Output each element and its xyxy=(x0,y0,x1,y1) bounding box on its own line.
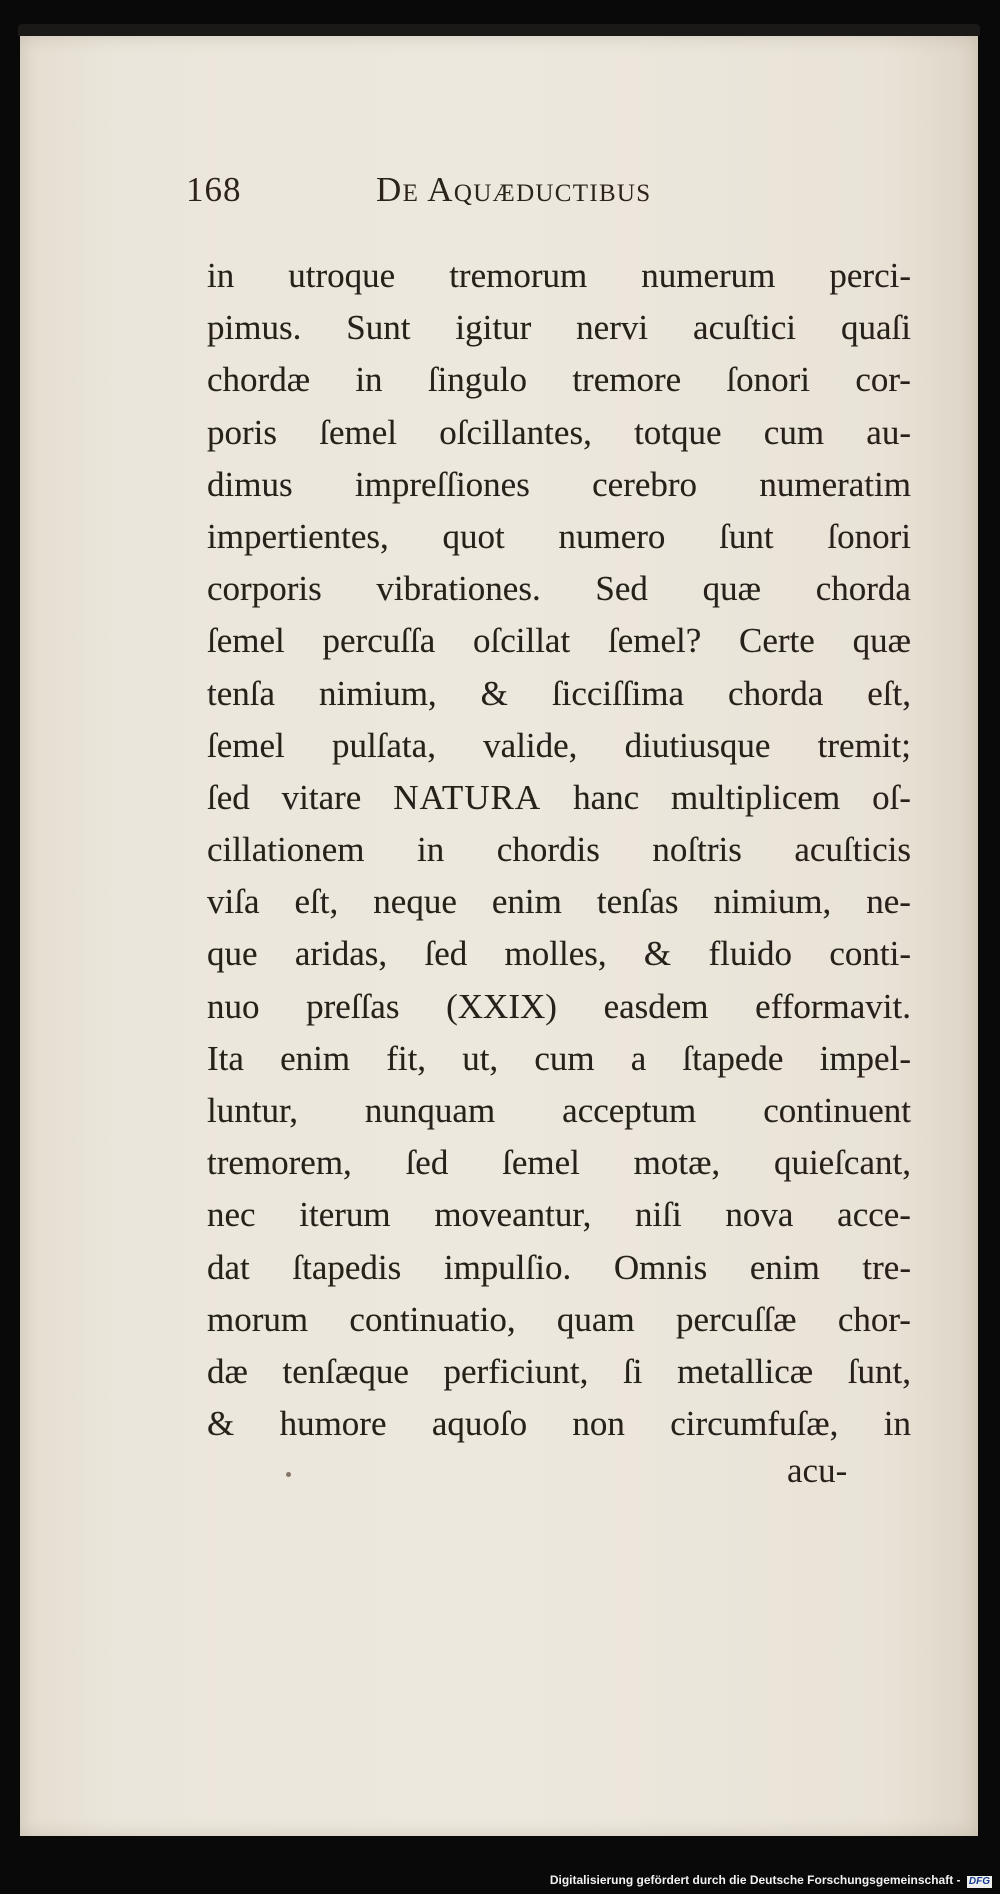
text-word: ſingulo xyxy=(427,360,528,400)
text-word: fit, xyxy=(386,1038,427,1078)
text-word: cor- xyxy=(855,360,911,400)
text-word: nova xyxy=(725,1195,794,1235)
text-word: ne- xyxy=(866,882,911,922)
text-word: corporis xyxy=(207,569,322,609)
text-line xyxy=(207,824,911,876)
text-word: vitare xyxy=(281,777,362,817)
text-word: quæ xyxy=(702,569,761,609)
text-word: que xyxy=(207,934,258,974)
text-word: enim xyxy=(491,882,562,922)
text-word: a xyxy=(630,1038,647,1078)
text-word: chordæ xyxy=(207,360,311,400)
text-word: acuſtici xyxy=(693,308,797,348)
text-word: easdem xyxy=(603,986,709,1026)
text-word: ſtapede xyxy=(682,1038,784,1078)
text-word: Omnis xyxy=(613,1247,708,1287)
text-word: ſonori xyxy=(726,360,811,400)
text-line xyxy=(207,615,911,667)
text-word: numeratim xyxy=(759,464,911,504)
text-word: quaſi xyxy=(840,308,911,348)
text-word: igitur xyxy=(455,308,532,348)
text-word: iterum xyxy=(299,1195,391,1235)
text-line xyxy=(207,876,911,928)
text-word: chor- xyxy=(837,1299,911,1339)
print-mark xyxy=(286,1472,291,1477)
text-word: ſunt, xyxy=(847,1351,911,1391)
text-word: cum xyxy=(534,1038,595,1078)
text-word: dat xyxy=(207,1247,250,1287)
text-line xyxy=(207,302,911,354)
text-word: eſt, xyxy=(294,882,339,922)
text-word: au- xyxy=(866,412,911,452)
text-word: numerum xyxy=(641,256,776,295)
text-word: ſemel xyxy=(319,412,397,452)
text-word: vibrationes. xyxy=(376,569,541,609)
text-word: in xyxy=(355,360,383,400)
text-line xyxy=(207,354,911,406)
text-word: & xyxy=(643,934,672,974)
text-word: multiplicem xyxy=(671,777,841,817)
page-header xyxy=(186,170,746,218)
text-word: chorda xyxy=(815,569,911,609)
text-word: conti- xyxy=(829,934,911,974)
text-word: continuent xyxy=(763,1091,911,1130)
text-word: nimium, xyxy=(319,673,437,713)
text-word: numero xyxy=(558,516,666,556)
text-line xyxy=(207,1085,911,1137)
text-word: perficiunt, xyxy=(443,1351,589,1391)
text-word: acuſticis xyxy=(794,830,911,870)
text-word: acceptum xyxy=(562,1091,697,1130)
text-word: nimium, xyxy=(713,882,832,922)
text-word: humore xyxy=(279,1404,387,1444)
text-word: percuſſæ xyxy=(675,1299,797,1339)
text-word: percuſſa xyxy=(322,621,436,661)
text-word: ſed xyxy=(424,934,468,974)
text-word: ſi xyxy=(622,1351,643,1391)
text-word: non xyxy=(572,1404,625,1444)
text-word: acce- xyxy=(837,1195,911,1235)
text-word: ſed xyxy=(207,777,250,817)
text-word: aridas, xyxy=(294,934,388,974)
text-word: in xyxy=(207,256,235,295)
text-word: impulſio. xyxy=(443,1247,572,1287)
text-word: morum xyxy=(207,1299,309,1339)
text-word: quot xyxy=(442,516,505,556)
text-word: chorda xyxy=(728,673,824,713)
text-word: viſa xyxy=(207,882,260,922)
text-line xyxy=(207,459,911,511)
text-word: cum xyxy=(763,412,825,452)
text-word: circumfuſæ, xyxy=(670,1404,839,1444)
text-word: tremorem, xyxy=(207,1143,352,1183)
text-word: ut, xyxy=(462,1038,499,1078)
text-word: nuo xyxy=(207,986,260,1026)
catchword: acu- xyxy=(787,1451,848,1490)
text-word: & xyxy=(207,1404,235,1444)
page-edge xyxy=(18,24,980,36)
dfg-logo: DFG xyxy=(968,1876,990,1887)
text-line xyxy=(207,250,911,302)
text-word: tremit; xyxy=(817,725,911,765)
text-word: efformavit. xyxy=(755,986,911,1026)
text-line xyxy=(207,1398,911,1450)
text-word: tenſæque xyxy=(282,1351,409,1391)
text-word: diutiusque xyxy=(624,725,771,765)
text-word: dimus xyxy=(207,464,293,504)
text-word: ſicciſſima xyxy=(551,673,685,713)
text-line xyxy=(207,1242,911,1294)
text-word: noſtris xyxy=(652,830,742,870)
text-word: Sunt xyxy=(346,308,411,348)
text-word: ſemel xyxy=(207,621,285,661)
text-word: tenſa xyxy=(207,673,276,713)
text-word: Ita xyxy=(207,1038,244,1078)
text-word: oſcillantes, xyxy=(439,412,592,452)
text-word: pulſata, xyxy=(331,725,436,765)
text-word: cerebro xyxy=(592,464,698,504)
text-line xyxy=(207,981,911,1033)
text-word: (XXIX) xyxy=(446,986,557,1026)
text-word: cillationem xyxy=(207,830,365,870)
text-word: Sed xyxy=(595,569,648,609)
text-word: poris xyxy=(207,412,277,452)
text-word: luntur, xyxy=(207,1091,298,1130)
text-word: continuatio, xyxy=(349,1299,516,1339)
text-line xyxy=(207,1346,911,1398)
text-word: NATURA xyxy=(393,777,542,817)
text-word: impreſſiones xyxy=(354,464,530,504)
text-word: totque xyxy=(634,412,722,452)
text-word: aquoſo xyxy=(431,1404,528,1444)
text-word: neque xyxy=(373,882,457,922)
text-word: ſemel xyxy=(207,725,285,765)
body-text xyxy=(207,250,911,1450)
text-word: impertientes, xyxy=(207,516,389,556)
text-word: hanc xyxy=(573,777,640,817)
credit-text: Digitalisierung gefördert durch die Deutsche Forschungsgemeinschaft - xyxy=(549,1873,961,1887)
text-word: fluido xyxy=(708,934,793,974)
text-word: dæ xyxy=(207,1351,248,1391)
text-word: oſ- xyxy=(872,777,911,817)
text-word: chordis xyxy=(496,830,600,870)
text-word: perci- xyxy=(829,256,911,295)
text-word: enim xyxy=(749,1247,820,1287)
text-line xyxy=(207,668,911,720)
digitization-credit xyxy=(550,1873,992,1888)
text-line xyxy=(207,1137,911,1189)
text-word: Certe xyxy=(739,621,815,661)
text-word: oſcillat xyxy=(473,621,571,661)
text-word: tremore xyxy=(572,360,682,400)
text-line xyxy=(207,1294,911,1346)
text-word: tenſas xyxy=(596,882,679,922)
text-line xyxy=(207,511,911,563)
text-word: motæ, xyxy=(633,1143,721,1183)
text-word: enim xyxy=(280,1038,351,1078)
text-word: & xyxy=(480,673,508,713)
text-word: quieſcant, xyxy=(773,1143,911,1183)
text-word: niſi xyxy=(635,1195,682,1235)
text-word: tremorum xyxy=(449,256,588,295)
text-word: moveantur, xyxy=(434,1195,592,1235)
text-word: in xyxy=(417,830,445,870)
text-line xyxy=(207,720,911,772)
text-word: quam xyxy=(556,1299,635,1339)
text-word: utroque xyxy=(288,256,396,295)
text-line xyxy=(207,1033,911,1085)
text-word: ſtapedis xyxy=(292,1247,402,1287)
text-word: quæ xyxy=(852,621,911,661)
text-word: ſunt xyxy=(719,516,774,556)
text-line xyxy=(207,928,911,980)
running-title: De Aquæductibus xyxy=(376,170,652,209)
text-line xyxy=(207,563,911,615)
text-line xyxy=(207,407,911,459)
page-number: 168 xyxy=(186,170,242,209)
text-line xyxy=(207,1189,911,1241)
text-word: in xyxy=(883,1404,911,1444)
text-word: nec xyxy=(207,1195,256,1235)
text-line xyxy=(207,772,911,824)
text-word: preſſas xyxy=(306,986,400,1026)
text-word: eſt, xyxy=(867,673,911,713)
text-word: ſemel? xyxy=(607,621,702,661)
text-word: ſemel xyxy=(502,1143,580,1183)
text-word: ſed xyxy=(405,1143,449,1183)
text-word: nervi xyxy=(576,308,649,348)
text-word: ſonori xyxy=(827,516,911,556)
text-word: metallicæ xyxy=(677,1351,814,1391)
text-word: molles, xyxy=(504,934,607,974)
text-word: valide, xyxy=(483,725,578,765)
text-word: tre- xyxy=(862,1247,911,1287)
text-word: impel- xyxy=(819,1038,911,1078)
text-word: nunquam xyxy=(364,1091,496,1130)
text-word: pimus. xyxy=(207,308,302,348)
